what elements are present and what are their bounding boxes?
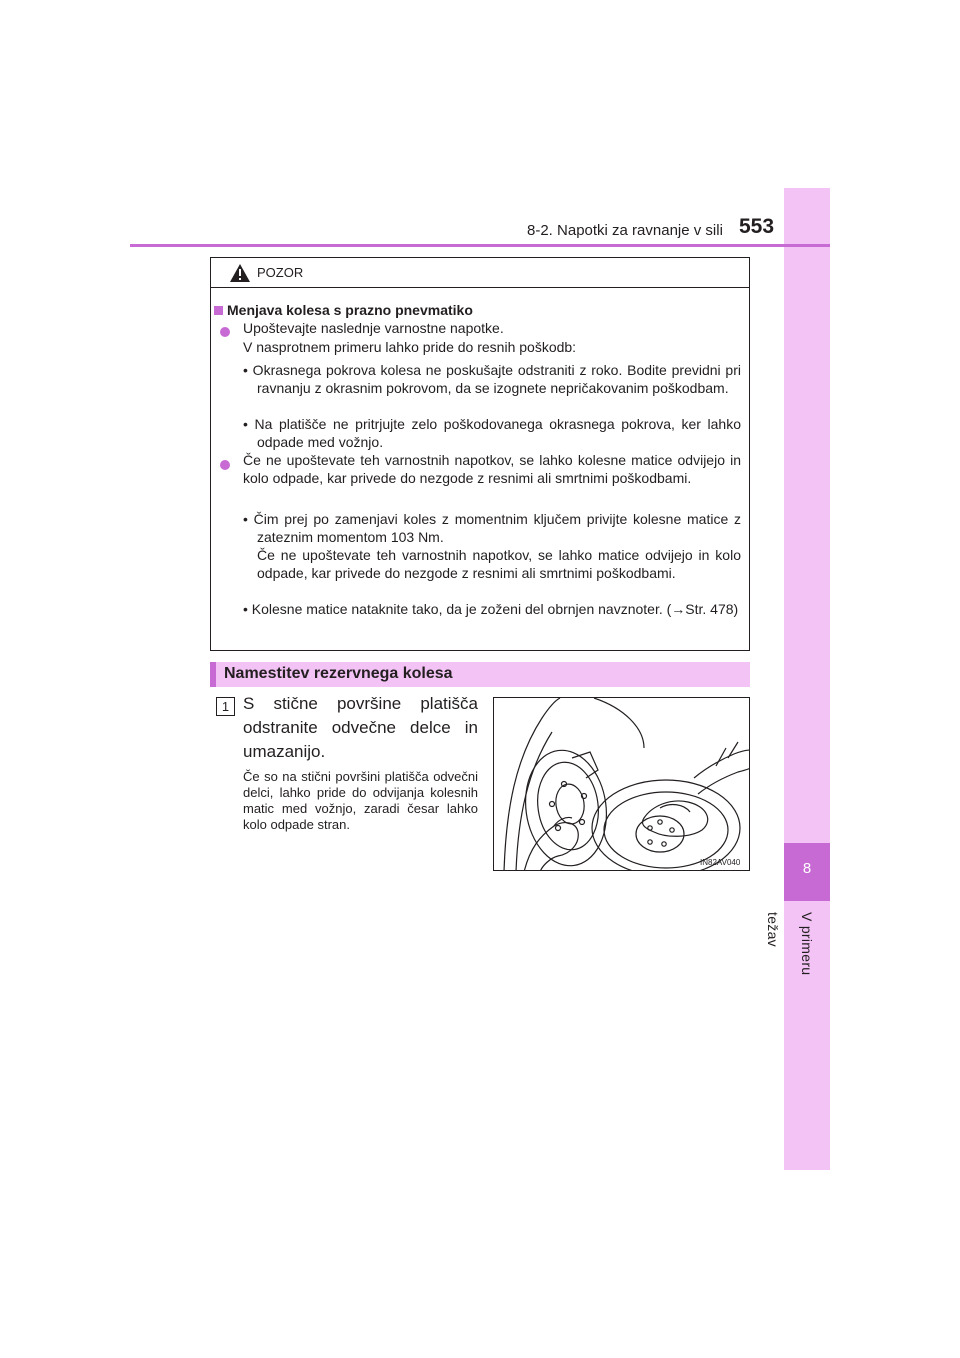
bullet2-sub2: • Kolesne matice nataknite tako, da je zoženi del obrnjen navznoter. (→Str. 478) bbox=[243, 601, 739, 617]
bullet2-sub1b: Če ne upoštevate teh varnostnih napotkov, se lahko matice odvijejo in kolo odpade, kar privede do nezgode z resnimi ali smrtnimi poškodbami. bbox=[257, 547, 741, 581]
wheel-cleaning-illustration bbox=[493, 697, 750, 871]
warning-label: POZOR bbox=[257, 265, 304, 280]
header-rule bbox=[130, 244, 830, 247]
chapter-side-tab bbox=[765, 188, 830, 1170]
square-bullet-icon bbox=[214, 306, 223, 315]
chapter-label: V primeru težav bbox=[765, 912, 815, 976]
step-number: 1 bbox=[216, 697, 235, 716]
chapter-number: 8 bbox=[802, 860, 812, 877]
page-number: 553 bbox=[739, 215, 775, 238]
step-note: Če so na stični površini platišča odvečni delci, lahko pride do odvijanja kolesnih matic med vožnjo, zaradi česar lahko kolo odpade stran. bbox=[243, 769, 478, 832]
bullet-dot-icon bbox=[220, 460, 230, 470]
bullet2-text: Če ne upoštevate teh varnostnih napotkov, se lahko kolesne matice odvijejo in kolo odpade, kar privede do nezgode z resnimi ali smrtnimi poškodbami. bbox=[243, 452, 741, 486]
section-band-accent bbox=[210, 662, 216, 687]
bullet1-line1: Upoštevajte naslednje varnostne napotke. bbox=[243, 320, 504, 336]
warning-heading: Menjava kolesa s prazno pnevmatiko bbox=[214, 302, 473, 318]
section-heading: Namestitev rezervnega kolesa bbox=[224, 665, 453, 682]
warning-triangle-icon bbox=[229, 263, 251, 283]
bullet1-sub2: • Na platišče ne pritrjujte zelo poškodovanega okrasnega pokrova, ker lahko odpade med vožnjo. bbox=[243, 416, 741, 450]
bullet2-sub1: • Čim prej po zamenjavi koles z momentnim ključem privijte kolesne matice z zateznim momentom 103 Nm. bbox=[243, 511, 741, 545]
section-title: 8-2. Napotki za ravnanje v sili bbox=[527, 222, 723, 239]
figure-code: IN82AV040 bbox=[700, 858, 741, 867]
warning-header bbox=[211, 258, 749, 288]
bullet-dot-icon bbox=[220, 327, 230, 337]
bullet1-sub1: • Okrasnega pokrova kolesa ne poskušajte odstraniti z roko. Bodite previdni pri ravnanju z okrasnim pokrovom, da se izognete nepričakovanim poškodbam. bbox=[243, 362, 741, 396]
bullet1-line2: V nasprotnem primeru lahko pride do resnih poškodb: bbox=[243, 339, 577, 355]
step-instruction: S stične površine platišča odstranite odvečne delce in umazanijo. bbox=[243, 694, 478, 761]
wheel-illustration-icon bbox=[494, 698, 750, 871]
